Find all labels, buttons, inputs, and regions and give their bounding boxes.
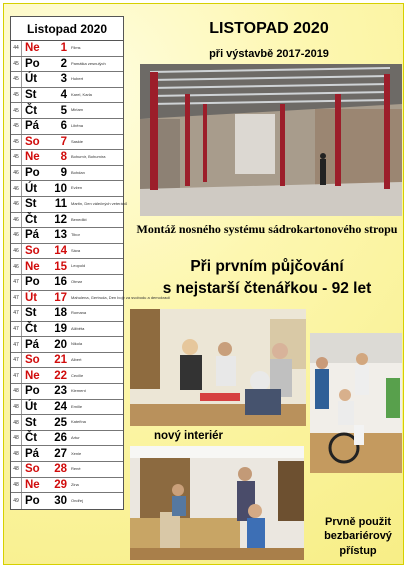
day-number: 8	[60, 151, 67, 164]
day-name: Čt	[25, 322, 38, 335]
name-day: Otmar	[71, 279, 83, 284]
day-name: Čt	[25, 432, 38, 445]
calendar-page	[3, 3, 404, 565]
week-number: 46	[11, 197, 22, 212]
name-day: Martin, Den válečných veteránů	[71, 201, 128, 207]
day-number: 22	[54, 369, 67, 382]
day-name: Út	[25, 400, 38, 413]
name-day: Nikola	[71, 341, 83, 347]
week-number: 46	[11, 244, 22, 259]
calendar-day-row	[11, 88, 123, 104]
day-number: 1	[60, 42, 67, 55]
week-number: 46	[11, 228, 22, 243]
calendar-day-row	[11, 291, 171, 307]
week-number: 45	[11, 150, 22, 165]
week-number: 46	[11, 213, 22, 228]
day-name: Čt	[25, 104, 38, 117]
day-number: 10	[54, 182, 67, 195]
week-number: 46	[11, 181, 22, 196]
calendar-day-row	[11, 275, 123, 291]
page-subtitle: při výstavbě 2017-2019	[209, 48, 329, 60]
day-name: Ne	[25, 369, 40, 382]
week-number: 49	[11, 493, 22, 509]
calendar-day-row	[11, 72, 123, 88]
name-day: Karel, Karla	[71, 91, 92, 97]
day-number: 3	[60, 73, 67, 86]
day-name: Ne	[25, 478, 40, 491]
day-number: 26	[54, 432, 67, 445]
day-number: 17	[54, 291, 67, 304]
week-number: 48	[11, 431, 22, 446]
headline-line-1: Při prvním půjčování	[190, 258, 344, 275]
barrier-free-caption-line-2: bezbariérový	[324, 530, 392, 543]
name-day: Bohumír, Bohumíra	[71, 154, 106, 160]
day-name: Ne	[25, 151, 40, 164]
name-day: Albert	[71, 356, 82, 362]
construction-photo	[140, 64, 402, 216]
day-number: 27	[54, 447, 67, 460]
name-day: Cecílie	[71, 372, 84, 378]
calendar-day-row	[11, 119, 123, 135]
name-day: Benedikt	[71, 216, 87, 222]
name-day: Klement	[71, 388, 86, 394]
calendar-day-row	[11, 103, 123, 119]
name-day: Evžen	[71, 185, 83, 191]
day-number: 14	[54, 245, 67, 258]
calendar-day-row	[11, 368, 123, 384]
week-number: 48	[11, 478, 22, 493]
calendar-rows	[11, 41, 171, 509]
day-number: 11	[54, 198, 67, 211]
name-day: Mahulena, Gertruda, Den boje za svobodu a demokracii	[71, 294, 171, 300]
barrier-free-caption	[317, 515, 399, 558]
day-number: 9	[60, 167, 67, 180]
day-number: 25	[54, 416, 67, 429]
name-day: Emílie	[71, 403, 83, 409]
barrier-free-caption-line-1: Prvně použit	[324, 516, 391, 528]
day-name: So	[25, 245, 40, 258]
name-day: Saskie	[71, 138, 84, 144]
name-day: René	[71, 466, 81, 472]
week-number: 45	[11, 72, 22, 87]
week-number: 45	[11, 88, 22, 103]
page-title: LISTOPAD 2020	[209, 20, 329, 37]
day-number: 28	[54, 463, 67, 476]
day-name: St	[25, 307, 37, 320]
day-name: Pá	[25, 120, 40, 133]
day-name: Po	[25, 167, 40, 180]
week-number: 48	[11, 400, 22, 415]
day-number: 15	[54, 260, 67, 273]
calendar-day-row	[11, 244, 123, 260]
name-day: Bohdan	[71, 169, 85, 175]
day-name: Pá	[25, 447, 40, 460]
name-day: Ondřej	[71, 497, 84, 503]
day-number: 4	[60, 89, 67, 102]
headline-line-2: s nejstarší čtenářkou - 92 let	[162, 280, 372, 297]
week-number: 47	[11, 337, 22, 352]
week-number: 48	[11, 446, 22, 461]
day-name: Út	[25, 291, 38, 304]
calendar-day-row	[11, 431, 123, 447]
calendar-day-row	[11, 166, 123, 182]
calendar-day-row	[11, 181, 123, 197]
day-number: 30	[54, 495, 67, 508]
library-lending-photo	[130, 309, 306, 426]
calendar-day-row	[11, 322, 123, 338]
day-name: Po	[25, 385, 40, 398]
day-number: 29	[54, 478, 67, 491]
day-number: 5	[60, 104, 67, 117]
calendar-day-row	[11, 478, 123, 494]
calendar-day-row	[11, 197, 128, 213]
week-number: 46	[11, 259, 22, 274]
library-desk-photo	[130, 446, 304, 560]
name-day: Alžběta	[71, 325, 85, 331]
barrier-free-photo	[310, 333, 402, 473]
barrier-free-caption-line-3: přístup	[339, 544, 377, 557]
calendar-day-row	[11, 259, 123, 275]
day-name: Po	[25, 57, 40, 70]
week-number: 48	[11, 462, 22, 477]
week-number: 45	[11, 57, 22, 72]
day-name: Út	[25, 73, 38, 86]
calendar-day-row	[11, 150, 123, 166]
name-day: Miriam	[71, 107, 83, 113]
name-day: Hubert	[71, 76, 84, 82]
day-name: Út	[25, 182, 38, 195]
day-name: Ne	[25, 260, 40, 273]
day-name: Ne	[25, 42, 40, 55]
name-day: Films	[71, 45, 81, 51]
week-number: 47	[11, 353, 22, 368]
calendar-day-row	[11, 462, 123, 478]
name-day: Xenie	[71, 450, 82, 456]
day-name: St	[25, 198, 37, 211]
calendar-header: Listopad 2020	[11, 17, 123, 41]
name-day: Artur	[71, 434, 80, 440]
week-number: 46	[11, 166, 22, 181]
calendar-day-row	[11, 400, 123, 416]
day-name: So	[25, 354, 40, 367]
name-day: Zina	[71, 481, 79, 487]
day-number: 18	[54, 307, 67, 320]
week-number: 47	[11, 368, 22, 383]
week-number: 47	[11, 275, 22, 290]
day-number: 7	[60, 135, 67, 148]
day-name: St	[25, 416, 37, 429]
calendar-day-row	[11, 493, 123, 509]
day-number: 19	[54, 322, 67, 335]
day-number: 12	[54, 213, 67, 226]
day-name: Po	[25, 276, 40, 289]
day-number: 16	[54, 276, 67, 289]
name-day: Památka zesnulých	[71, 60, 106, 66]
day-number: 23	[54, 385, 67, 398]
name-day: Kateřina	[71, 419, 86, 425]
name-day: Romana	[71, 310, 87, 316]
day-name: So	[25, 135, 40, 148]
day-number: 20	[54, 338, 67, 351]
day-number: 24	[54, 400, 67, 413]
day-number: 21	[54, 354, 67, 367]
calendar-day-row	[11, 135, 123, 151]
calendar-column	[10, 16, 171, 510]
day-name: St	[25, 89, 37, 102]
day-name: Po	[25, 495, 40, 508]
calendar-day-row	[11, 415, 123, 431]
day-name: So	[25, 463, 40, 476]
week-number: 47	[11, 306, 22, 321]
day-name: Pá	[25, 229, 40, 242]
interior-caption: nový interiér	[154, 430, 224, 442]
name-day: Sáva	[71, 247, 81, 253]
calendar-day-row	[11, 353, 123, 369]
day-name: Pá	[25, 338, 40, 351]
day-number: 6	[60, 120, 67, 133]
name-day: Liběna	[71, 123, 84, 129]
calendar-day-row	[11, 384, 123, 400]
calendar-day-row	[11, 228, 123, 244]
day-name: Čt	[25, 213, 38, 226]
week-number: 48	[11, 415, 22, 430]
week-number: 44	[11, 41, 22, 56]
construction-caption: Montáž nosného systému sádrokartonového stropu	[136, 222, 398, 236]
calendar-day-row	[11, 306, 123, 322]
calendar-day-row	[11, 446, 123, 462]
day-number: 13	[54, 229, 67, 242]
calendar-day-row	[11, 213, 123, 229]
week-number: 48	[11, 384, 22, 399]
calendar-day-row	[11, 57, 123, 73]
name-day: Tibor	[71, 232, 80, 238]
calendar-day-row	[11, 41, 123, 57]
calendar-day-row	[11, 337, 123, 353]
week-number: 45	[11, 103, 22, 118]
week-number: 47	[11, 291, 22, 306]
day-number: 2	[60, 57, 67, 70]
week-number: 45	[11, 135, 22, 150]
name-day: Leopold	[71, 263, 86, 269]
week-number: 47	[11, 322, 22, 337]
week-number: 45	[11, 119, 22, 134]
